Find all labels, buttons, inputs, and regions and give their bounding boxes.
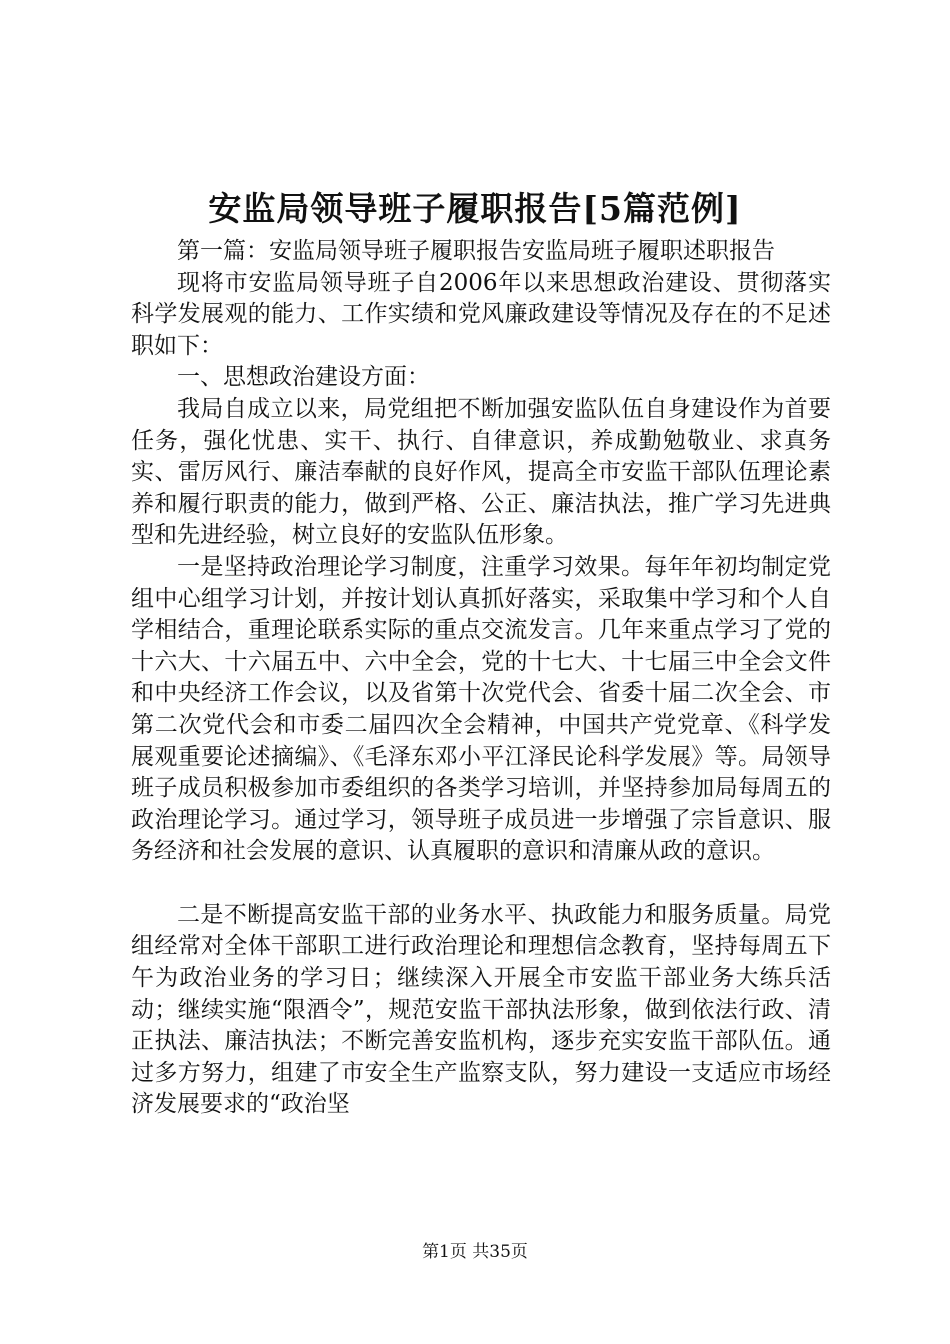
paragraph-body: 一是坚持政治理论学习制度，注重学习效果。每年年初均制定党组中心组学习计划，并按计划认真抓好落实，采取集中学习和个人自学相结合，重理论联系实际的重点交流发言。几年来重点学习了党的十六大、十六届五中、六中全会，党的十七大、十七届三中全会文件和中央经济工作会议，以及省第十次党代会、省委十届二次全会、市第二次党代会和市委二届四次全会精神，中国共产党党章、《科学发展观重要论述摘编》、《毛泽东邓小平江泽民论科学发展》等。局领导班子成员积极参加市委组织的各类学习培训，并坚持参加局每周五的政治理论学习。通过学习，领导班子成员进一步增强了宗旨意识、服务经济和社会发展的意识、认真履职的意识和清廉从政的意识。	[131, 553, 831, 865]
document-title: 安监局领导班子履职报告[5篇范例]	[208, 189, 742, 228]
paragraph-body: 我局自成立以来，局党组把不断加强安监队伍自身建设作为首要任务，强化忧患、实干、执行、自律意识，养成勤勉敬业、求真务实、雷厉风行、廉洁奉献的良好作风，提高全市安监干部队伍理论素养和履行职责的能力，做到严格、公正、廉洁执法，推广学习先进典型和先进经验，树立良好的安监队伍形象。	[131, 395, 831, 549]
paragraph-chapter-heading: 第一篇：安监局领导班子履职报告安监局班子履职述职报告	[177, 238, 775, 264]
document-body	[131, 236, 831, 1121]
paragraph-intro: 现将市安监局领导班子自2006年以来思想政治建设、贯彻落实科学发展观的能力、工作实绩和党风廉政建设等情况及存在的不足述职如下：	[131, 269, 831, 359]
paragraph-section-heading: 一、思想政治建设方面：	[177, 364, 430, 391]
page-number-footer: 第1页 共35页	[422, 1242, 528, 1262]
paragraph-body: 二是不断提高安监干部的业务水平、执政能力和服务质量。局党组经常对全体干部职工进行政治理论和理想信念教育，坚持每周五下午为政治业务的学习日；继续深入开展全市安监干部业务大练兵活动；继续实施“限酒令”，规范安监干部执法形象，做到依法行政、清正执法、廉洁执法；不断完善安监机构，逐步充实安监干部队伍。通过多方努力，组建了市安全生产监察支队，努力建设一支适应市场经济发展要求的“政治坚	[131, 901, 831, 1118]
